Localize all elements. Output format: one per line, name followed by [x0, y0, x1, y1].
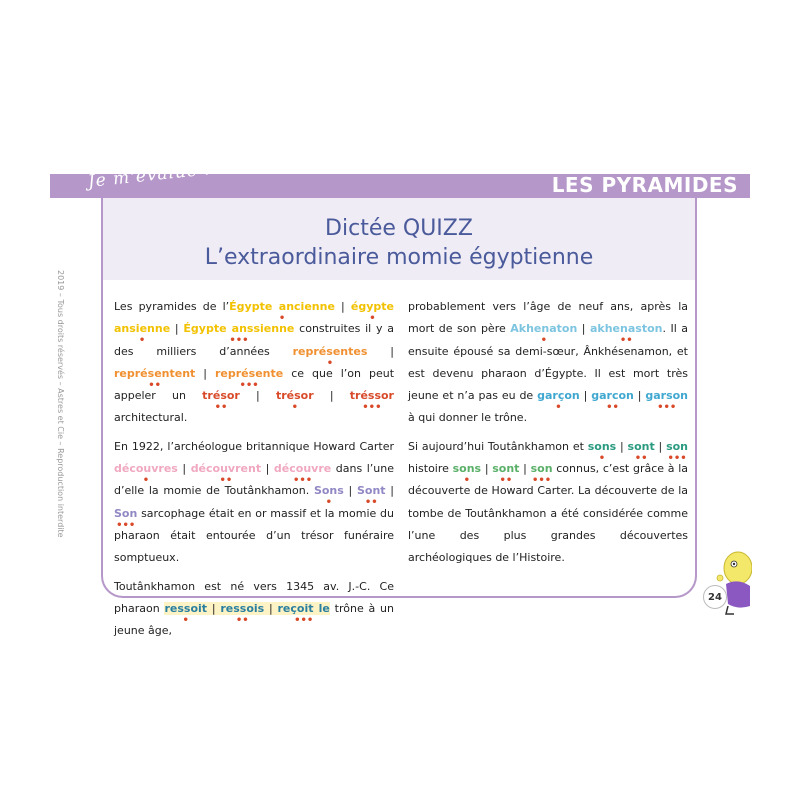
dot-marker: • [138, 335, 146, 347]
choice-word[interactable]: découvres • [114, 462, 178, 487]
separator: | [207, 601, 221, 615]
choice-word[interactable]: tréssor ••• [349, 389, 394, 414]
text: Si aujourd’hui Toutânkhamon et [408, 439, 588, 453]
choice-word[interactable]: représentes • [292, 344, 368, 369]
separator: | [264, 601, 278, 615]
choice-word[interactable]: représentent •• [114, 366, 196, 391]
separator: | [343, 484, 357, 498]
separator: | [633, 389, 646, 403]
paragraph-2 [114, 436, 394, 570]
choice-word[interactable]: sont •• [492, 462, 520, 487]
text: trône à un jeune âge, [114, 601, 394, 638]
page-title: Dictée QUIZZ [325, 216, 473, 241]
choice-word[interactable]: Égypte anssienne ••• [183, 322, 295, 347]
dot-marker: ••• [116, 519, 136, 531]
dot-marker: ••• [292, 475, 313, 487]
choice-word[interactable]: sons • [452, 462, 482, 487]
separator: | [367, 344, 394, 358]
dot-marker: •• [634, 452, 648, 464]
text: . Il a ensuite épousé sa demi-sœur, Ânkhésenamon, et est devenu pharaon d’Égypte. Il est mort très jeune et n’a pas eu de [408, 322, 688, 403]
dot-marker: •• [619, 335, 633, 347]
separator: | [577, 322, 590, 336]
choice-word[interactable]: trésor •• [202, 389, 240, 414]
text: sarcophage était en or massif et la momie du pharaon était entourée d’un trésor funéraire somptueux. [114, 506, 394, 565]
text: En 1922, l’archéologue britannique Howard Carter [114, 439, 394, 453]
dot-marker: • [540, 335, 547, 347]
dot-marker: • [325, 497, 333, 509]
dot-marker: ••• [531, 475, 552, 487]
dot-marker: • [463, 475, 471, 487]
separator: | [261, 462, 274, 476]
choice-word[interactable]: ansienne • [114, 322, 171, 347]
choice-word[interactable]: sons • [587, 439, 617, 464]
choice-word[interactable]: sont •• [627, 439, 655, 464]
choice-word[interactable]: découvrent •• [190, 462, 262, 487]
text: ce que l’on peut appeler un [114, 366, 395, 403]
choice-word[interactable]: ressois •• [220, 601, 265, 626]
separator: | [579, 389, 592, 403]
choice-word[interactable]: garcon •• [591, 389, 634, 414]
dot-marker: • [598, 452, 606, 464]
dot-marker: •• [606, 402, 619, 414]
section-title: LES PYRAMIDES [551, 173, 738, 197]
choice-word[interactable]: ressoit • [164, 601, 208, 626]
separator: | [170, 322, 184, 336]
separator: | [385, 484, 395, 498]
dot-marker: • [182, 614, 189, 626]
dot-marker: ••• [229, 335, 249, 347]
paragraph-5 [408, 436, 688, 570]
choice-word[interactable]: Sons • [313, 484, 344, 509]
choice-word[interactable]: reçoit le ••• [277, 601, 330, 626]
text: architectural. [114, 411, 188, 425]
choice-word[interactable]: Akhenaton • [510, 322, 578, 347]
dot-marker: • [291, 402, 299, 414]
separator: | [313, 389, 350, 403]
paragraph-1 [114, 296, 394, 430]
dot-marker: ••• [667, 452, 687, 464]
choice-word[interactable]: trésor • [275, 389, 314, 414]
copyright-sidebar: 2019 – Tous droits réservés – Astres et Cie – Reproduction interdite [56, 270, 65, 538]
dot-marker: • [555, 402, 562, 414]
dot-marker: ••• [239, 379, 259, 391]
separator: | [654, 439, 667, 453]
choice-word[interactable]: son ••• [666, 439, 688, 464]
text: histoire [408, 462, 453, 476]
text: connus, c’est grâce à la découverte de Howard Carter. La découverte de la tombe de Toutânkhamon a été considérée comme l’une des plus grandes découvertes archéologiques de l’Histoire. [408, 462, 688, 565]
self-evaluation-tag: Je m'évalue ! [86, 159, 213, 192]
dot-marker: •• [235, 614, 249, 626]
text: à qui donner le trône. [408, 411, 528, 425]
choice-word[interactable]: garçon • [537, 389, 580, 414]
dot-marker: ••• [294, 614, 314, 626]
dot-marker: •• [364, 497, 378, 509]
dot-marker: • [369, 313, 376, 324]
dot-marker: ••• [362, 402, 382, 414]
dot-marker: • [278, 313, 286, 324]
text: probablement vers l’âge de neuf ans, après la mort de son père [408, 300, 688, 336]
text: Les pyramides de l’ [114, 300, 230, 313]
choice-word[interactable]: Son ••• [114, 506, 138, 531]
choice-word[interactable]: akhenaston •• [589, 322, 663, 347]
right-column [408, 296, 688, 576]
separator: | [519, 462, 531, 476]
paragraph-3 [114, 576, 394, 643]
dot-marker: •• [148, 379, 162, 391]
choice-word[interactable]: son ••• [530, 462, 553, 487]
separator: | [616, 439, 628, 453]
choice-word[interactable]: découvre ••• [273, 462, 332, 487]
dot-marker: • [142, 475, 150, 487]
choice-word[interactable]: garson ••• [645, 389, 689, 414]
choice-word[interactable]: représente ••• [215, 366, 284, 391]
separator: | [195, 366, 215, 380]
dot-marker: •• [499, 475, 513, 487]
paragraph-4 [408, 296, 688, 430]
left-column [114, 296, 394, 648]
dot-marker: • [326, 357, 334, 369]
separator: | [334, 300, 351, 313]
text: dans l’une d’elle la momie de Toutânkhamon. [114, 462, 395, 498]
separator: | [177, 462, 191, 476]
text: construites il y a des milliers d’années [114, 322, 395, 358]
page-number: 24 [703, 585, 727, 609]
dot-marker: •• [219, 475, 233, 487]
page-subtitle: L’extraordinaire momie égyptienne [204, 245, 594, 270]
dot-marker: •• [214, 402, 228, 414]
separator: | [239, 389, 276, 403]
choice-word[interactable]: Égypte ancienne • [229, 300, 335, 324]
text: Toutânkhamon est né vers 1345 av. J.-C. Ce pharaon [114, 579, 394, 615]
separator: | [481, 462, 493, 476]
choice-word[interactable]: égypte • [350, 300, 394, 324]
choice-word[interactable]: Sont •• [356, 484, 386, 509]
dot-marker: ••• [657, 402, 677, 414]
